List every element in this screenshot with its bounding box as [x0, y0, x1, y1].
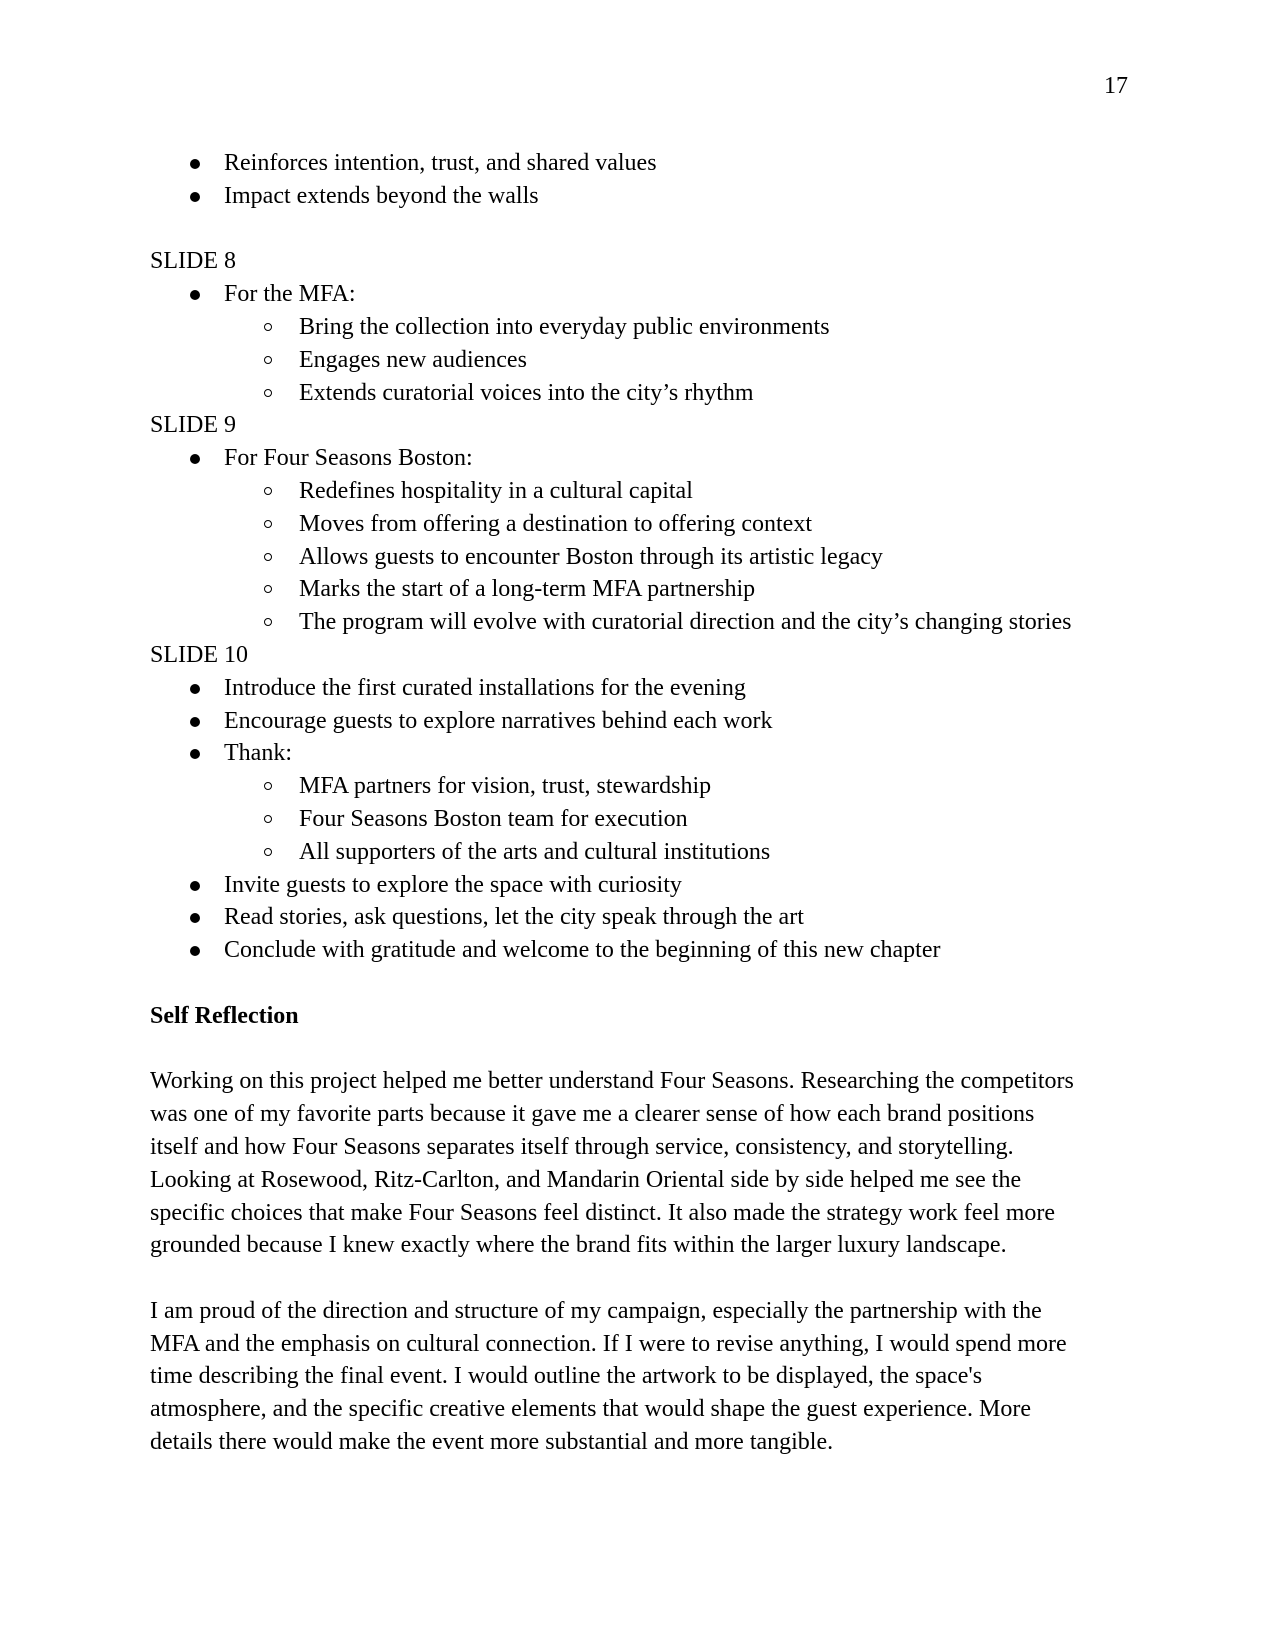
- sub-list-item: Four Seasons Boston team for execution: [150, 803, 1128, 836]
- slide-10-list: [150, 672, 1128, 967]
- text-line: time describing the final event. I would outline the artwork to be displayed, the space's: [150, 1363, 983, 1390]
- sub-list-item: All supporters of the arts and cultural institutions: [150, 836, 1128, 869]
- sub-list-item: Allows guests to encounter Boston through its artistic legacy: [150, 541, 1128, 574]
- page-number: 17: [1104, 73, 1128, 99]
- text-line: Working on this project helped me better understand Four Seasons. Researching the competitors: [150, 1068, 1074, 1095]
- text-line: atmosphere, and the specific creative elements that would shape the guest experience. More: [150, 1396, 1031, 1423]
- list-item: Invite guests to explore the space with curiosity: [150, 869, 1128, 902]
- text-line: MFA and the emphasis on cultural connection. If I were to revise anything, I would spend more: [150, 1330, 1067, 1357]
- list-item: Read stories, ask questions, let the city speak through the art: [150, 901, 1128, 934]
- list-item: Thank:: [150, 737, 1128, 770]
- list-item: For Four Seasons Boston:: [150, 442, 1128, 475]
- list-item: Impact extends beyond the walls: [150, 180, 1128, 213]
- slide-9-list: [150, 442, 1128, 639]
- paragraph-2: [150, 1295, 1128, 1459]
- intro-bullet-list: [150, 147, 1128, 213]
- sub-list-item: Marks the start of a long-term MFA partnership: [150, 573, 1128, 606]
- text-line: was one of my favorite parts because it gave me a clearer sense of how each brand positions: [150, 1101, 1035, 1128]
- text-line: grounded because I knew exactly where the brand fits within the larger luxury landscape.: [150, 1232, 1007, 1259]
- sub-list-item: MFA partners for vision, trust, stewardship: [150, 770, 1128, 803]
- slide-8-list: [150, 278, 1128, 409]
- sub-list-item: Moves from offering a destination to offering context: [150, 508, 1128, 541]
- sub-list-item: Redefines hospitality in a cultural capital: [150, 475, 1128, 508]
- paragraph-1: [150, 1065, 1128, 1262]
- text-line: itself and how Four Seasons separates itself through service, consistency, and storytelling.: [150, 1133, 1014, 1160]
- list-item: Conclude with gratitude and welcome to the beginning of this new chapter: [150, 934, 1128, 967]
- sub-list-item: Engages new audiences: [150, 344, 1128, 377]
- text-line: details there would make the event more substantial and more tangible.: [150, 1429, 834, 1456]
- slide-10-label: SLIDE 10: [150, 641, 248, 668]
- list-item: For the MFA:: [150, 278, 1128, 311]
- section-heading: Self Reflection: [150, 1002, 299, 1029]
- sub-list-item: Bring the collection into everyday public environments: [150, 311, 1128, 344]
- document-body: [150, 147, 1128, 1459]
- text-line: I am proud of the direction and structure of my campaign, especially the partnership with the: [150, 1297, 1042, 1324]
- slide-8-label: SLIDE 8: [150, 248, 236, 275]
- sub-list-item: Extends curatorial voices into the city’s rhythm: [150, 377, 1128, 410]
- text-line: specific choices that make Four Seasons feel distinct. It also made the strategy work feel more: [150, 1199, 1056, 1226]
- text-line: Looking at Rosewood, Ritz-Carlton, and Mandarin Oriental side by side helped me see the: [150, 1166, 1022, 1193]
- list-item: Introduce the first curated installations for the evening: [150, 672, 1128, 705]
- slide-9-label: SLIDE 9: [150, 412, 236, 439]
- sub-list-item: The program will evolve with curatorial direction and the city’s changing stories: [150, 606, 1128, 639]
- list-item: Reinforces intention, trust, and shared values: [150, 147, 1128, 180]
- list-item: Encourage guests to explore narratives behind each work: [150, 705, 1128, 738]
